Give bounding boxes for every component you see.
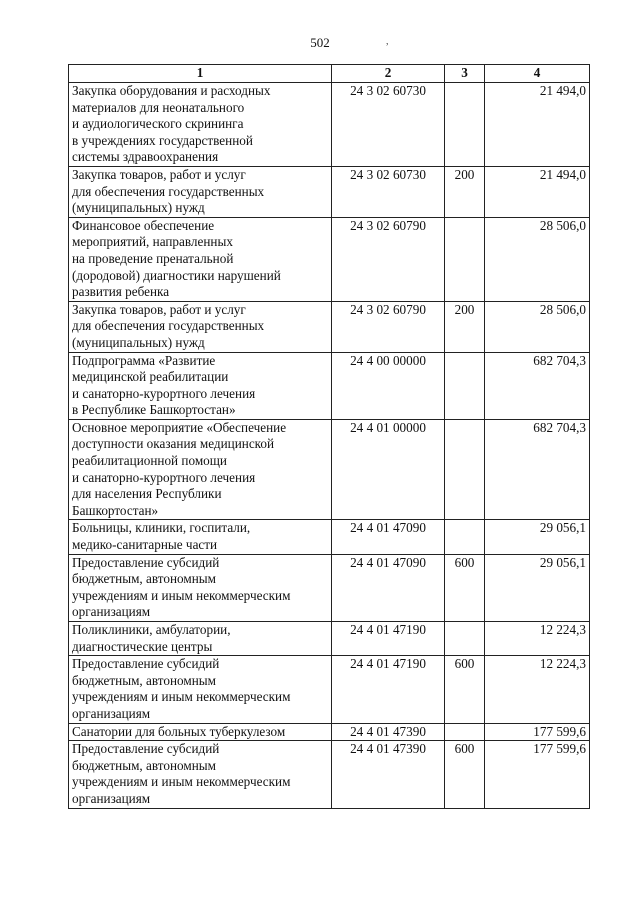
- table-row: [69, 741, 590, 808]
- header-col-1: 1: [69, 65, 332, 83]
- item-name-cell: Закупка товаров, работ и услуг для обеспечения государственных (муниципальных) нужд: [69, 301, 332, 352]
- table-row: [69, 656, 590, 723]
- table-row: [69, 301, 590, 352]
- item-name-cell: Подпрограмма «Развитие медицинской реабилитации и санаторно-курортного лечения в Республике Башкортостан»: [69, 352, 332, 419]
- amount-cell: 177 599,6: [485, 741, 590, 808]
- expense-type-cell: 200: [445, 166, 485, 217]
- target-code-cell: 24 4 01 47390: [332, 723, 445, 741]
- item-name-cell: Поликлиники, амбулатории, диагностические центры: [69, 622, 332, 656]
- amount-cell: 29 056,1: [485, 554, 590, 621]
- table-row: [69, 622, 590, 656]
- amount-cell: 12 224,3: [485, 622, 590, 656]
- target-code-cell: 24 3 02 60790: [332, 217, 445, 301]
- expense-type-cell: 200: [445, 301, 485, 352]
- amount-cell: 21 494,0: [485, 166, 590, 217]
- amount-cell: 28 506,0: [485, 301, 590, 352]
- amount-cell: 29 056,1: [485, 520, 590, 554]
- table-row: [69, 419, 590, 520]
- target-code-cell: 24 3 02 60730: [332, 83, 445, 167]
- header-col-4: 4: [485, 65, 590, 83]
- table-row: [69, 166, 590, 217]
- table-row: [69, 554, 590, 621]
- target-code-cell: 24 4 01 47090: [332, 520, 445, 554]
- expense-type-cell: 600: [445, 656, 485, 723]
- amount-cell: 21 494,0: [485, 83, 590, 167]
- expense-type-cell: [445, 520, 485, 554]
- amount-cell: 682 704,3: [485, 419, 590, 520]
- amount-cell: 12 224,3: [485, 656, 590, 723]
- item-name-cell: Основное мероприятие «Обеспечение доступности оказания медицинской реабилитационной помощи и санаторно-курортного лечения для населения Республики Башкортостан»: [69, 419, 332, 520]
- item-name-cell: Санатории для больных туберкулезом: [69, 723, 332, 741]
- expense-type-cell: [445, 723, 485, 741]
- table-row: [69, 520, 590, 554]
- item-name-cell: Больницы, клиники, госпитали, медико-санитарные части: [69, 520, 332, 554]
- target-code-cell: 24 4 01 47390: [332, 741, 445, 808]
- item-name-cell: Закупка товаров, работ и услуг для обеспечения государственных (муниципальных) нужд: [69, 166, 332, 217]
- stray-mark: ,: [386, 36, 389, 47]
- target-code-cell: 24 3 02 60730: [332, 166, 445, 217]
- table-row: [69, 352, 590, 419]
- expense-type-cell: [445, 419, 485, 520]
- page-number: 502: [310, 35, 330, 50]
- expense-type-cell: [445, 352, 485, 419]
- expense-type-cell: [445, 217, 485, 301]
- item-name-cell: Предоставление субсидий бюджетным, автономным учреждениям и иным некоммерческим организациям: [69, 554, 332, 621]
- expense-type-cell: 600: [445, 554, 485, 621]
- table-row: [69, 83, 590, 167]
- target-code-cell: 24 4 01 00000: [332, 419, 445, 520]
- amount-cell: 682 704,3: [485, 352, 590, 419]
- expense-type-cell: [445, 622, 485, 656]
- table-row: [69, 217, 590, 301]
- target-code-cell: 24 4 00 00000: [332, 352, 445, 419]
- item-name-cell: Предоставление субсидий бюджетным, автономным учреждениям и иным некоммерческим организациям: [69, 656, 332, 723]
- target-code-cell: 24 4 01 47090: [332, 554, 445, 621]
- target-code-cell: 24 3 02 60790: [332, 301, 445, 352]
- target-code-cell: 24 4 01 47190: [332, 656, 445, 723]
- table-row: [69, 723, 590, 741]
- amount-cell: 28 506,0: [485, 217, 590, 301]
- header-col-3: 3: [445, 65, 485, 83]
- expense-type-cell: 600: [445, 741, 485, 808]
- header-col-2: 2: [332, 65, 445, 83]
- expense-type-cell: [445, 83, 485, 167]
- table-body: [69, 83, 590, 809]
- header-row: [69, 65, 590, 83]
- item-name-cell: Предоставление субсидий бюджетным, автономным учреждениям и иным некоммерческим организациям: [69, 741, 332, 808]
- budget-table: [68, 64, 590, 809]
- item-name-cell: Закупка оборудования и расходных материалов для неонатального и аудиологического скрининга в учреждениях государственной системы здравоохранения: [69, 83, 332, 167]
- amount-cell: 177 599,6: [485, 723, 590, 741]
- target-code-cell: 24 4 01 47190: [332, 622, 445, 656]
- item-name-cell: Финансовое обеспечение мероприятий, направленных на проведение пренатальной (дородовой) диагностики нарушений развития ребенка: [69, 217, 332, 301]
